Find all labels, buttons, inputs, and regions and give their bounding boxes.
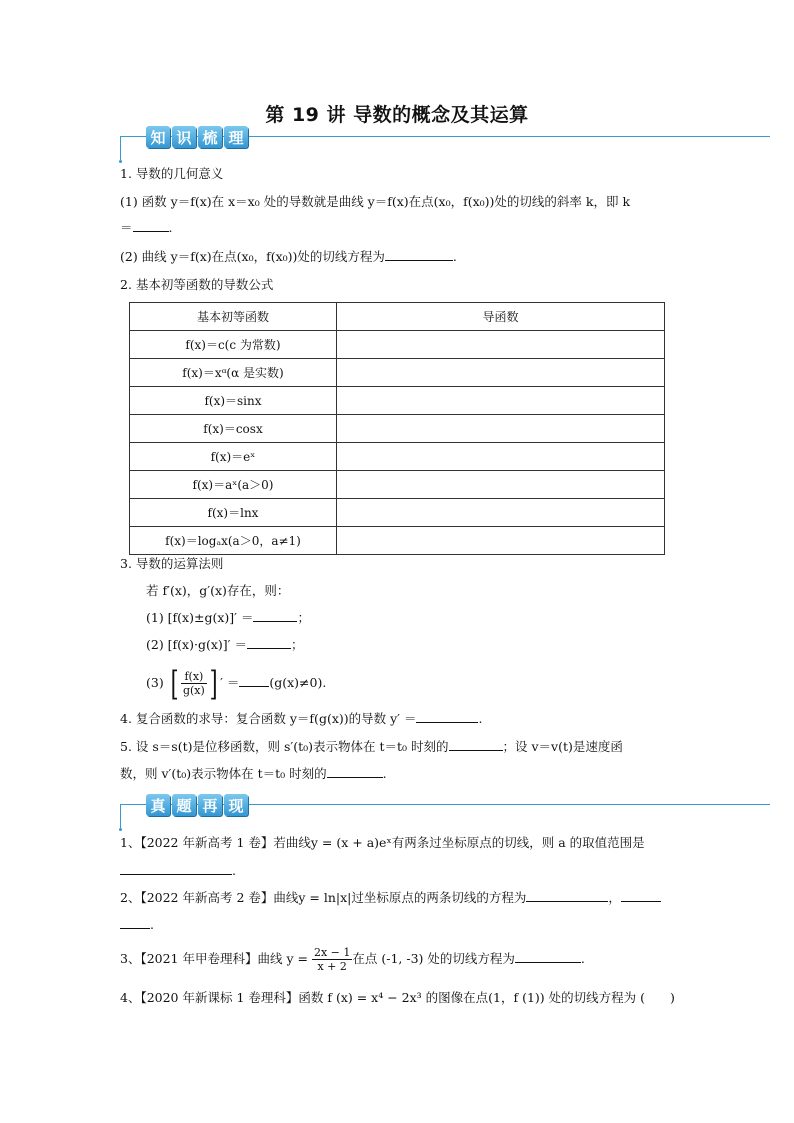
item-4-end: . [478, 711, 483, 726]
rule-3-end: (g(x)≠0). [269, 675, 327, 690]
table-cell-derivative[interactable] [337, 499, 665, 527]
answer-blank[interactable] [515, 950, 581, 963]
answer-blank[interactable] [120, 916, 150, 929]
table-cell-function: f(x)＝cosx [130, 415, 337, 443]
table-cell-derivative[interactable] [337, 415, 665, 443]
table-cell-derivative[interactable] [337, 443, 665, 471]
table-cell-function: f(x)＝xᵅ(α 是实数) [130, 359, 337, 387]
rule-2-end: ； [290, 637, 304, 652]
item-5b [120, 765, 387, 783]
section-banner-exam [146, 794, 248, 816]
table-cell-function: f(x)＝lnx [130, 499, 337, 527]
table-cell-function: f(x)＝logₐx(a＞0，a≠1) [130, 527, 337, 555]
heading-operation-rules: 3. 导数的运算法则 [120, 556, 224, 571]
item-5a-mid: ；设 v＝v(t)是速度函 [502, 739, 623, 754]
item-5a [120, 738, 623, 756]
section-divider-dot [119, 160, 122, 163]
table-row [130, 527, 665, 555]
banner-char: 现 [224, 794, 248, 816]
question-2-blank-line [120, 916, 154, 934]
table-cell-derivative[interactable] [337, 331, 665, 359]
banner-char: 知 [146, 126, 170, 148]
para-1a: (1) 函数 y＝f(x)在 x＝x₀ 处的导数就是曲线 y＝f(x)在点(x₀，f(x₀))处的切线的斜率 k，即 k [120, 194, 631, 209]
table-header-row [130, 303, 665, 331]
banner-char: 真 [146, 794, 170, 816]
rule-3-mid: ′ ＝ [220, 675, 240, 690]
para-1b [120, 219, 173, 237]
rule-2-label: (2) [f(x)·g(x)]′ ＝ [146, 637, 247, 652]
fraction [312, 946, 352, 973]
question-3-pre: 3、【2021 年甲卷理科】曲线 y = [120, 951, 312, 966]
question-3 [120, 944, 585, 974]
banner-char: 梳 [198, 126, 222, 148]
table-cell-function: f(x)＝c(c 为常数) [130, 331, 337, 359]
item-4 [120, 710, 482, 728]
table-row [130, 415, 665, 443]
item-5b-label: 数，则 v′(t₀)表示物体在 t＝t₀ 时刻的 [120, 766, 327, 781]
para-2-label: (2) 曲线 y＝f(x)在点(x₀，f(x₀))处的切线方程为 [120, 249, 385, 264]
table-row [130, 331, 665, 359]
para-1b-end: . [168, 220, 173, 235]
question-1: 1、【2022 年新高考 1 卷】若曲线y = (x + a)eˣ有两条过坐标原点的切线，则 a 的取值范围是 [120, 835, 645, 850]
answer-blank[interactable] [449, 738, 503, 751]
banner-char: 题 [172, 794, 196, 816]
section-divider-vertical [120, 804, 121, 828]
question-3-end: . [580, 951, 585, 966]
question-2-label: 2、【2022 年新高考 2 卷】曲线y = ln|x|过坐标原点的两条切线的方程为 [120, 890, 527, 905]
answer-blank[interactable] [621, 889, 661, 902]
rule-2 [146, 636, 303, 654]
answer-blank[interactable] [327, 765, 383, 778]
right-bracket: ] [209, 663, 218, 704]
fraction [181, 670, 207, 697]
numerator: f(x) [181, 670, 207, 684]
table-cell-function: f(x)＝aˣ(a＞0) [130, 471, 337, 499]
answer-blank[interactable] [247, 636, 291, 649]
banner-char: 理 [224, 126, 248, 148]
table-row [130, 359, 665, 387]
section-divider-vertical [120, 136, 121, 160]
section-banner-knowledge [146, 126, 248, 148]
table-cell-function: f(x)＝sinx [130, 387, 337, 415]
rule-1-label: (1) [f(x)±g(x)]′ ＝ [146, 610, 254, 625]
table-cell-derivative[interactable] [337, 387, 665, 415]
rule-intro: 若 f′(x)，g′(x)存在，则： [146, 583, 290, 598]
table-cell-function: f(x)＝eˣ [130, 443, 337, 471]
denominator: x + 2 [317, 960, 347, 973]
table-row [130, 387, 665, 415]
rule-3-label: (3) [146, 675, 164, 690]
page-title: 第 19 讲 导数的概念及其运算 [265, 104, 529, 126]
table-row [130, 443, 665, 471]
table-cell-derivative[interactable] [337, 471, 665, 499]
heading-geometric-meaning: 1. 导数的几何意义 [120, 166, 224, 181]
item-4-label: 4. 复合函数的求导：复合函数 y＝f(g(x))的导数 y′ ＝ [120, 711, 417, 726]
banner-char: 识 [172, 126, 196, 148]
table-row [130, 499, 665, 527]
answer-blank[interactable] [385, 248, 453, 261]
para-1b-label: ＝ [120, 220, 133, 235]
rule-3 [146, 664, 326, 702]
question-2-end: . [150, 917, 154, 932]
answer-blank[interactable] [239, 674, 269, 687]
para-2-end: . [452, 249, 457, 264]
denominator: g(x) [182, 684, 205, 697]
question-2 [120, 889, 661, 907]
para-2 [120, 248, 457, 266]
answer-blank[interactable] [416, 710, 478, 723]
answer-blank[interactable] [133, 219, 169, 232]
table-row [130, 471, 665, 499]
item-5b-end: . [382, 766, 387, 781]
question-4: 4、【2020 年新课标 1 卷理科】函数 f (x) = x⁴ − 2x³ 的图像在点(1，f (1)) 处的切线方程为 ( ) [120, 990, 675, 1005]
derivative-table [129, 302, 665, 555]
question-1-end: . [232, 863, 236, 878]
answer-blank[interactable] [120, 862, 232, 875]
answer-blank[interactable] [526, 889, 608, 902]
question-1-blank-line [120, 862, 236, 880]
rule-1-end: ； [297, 610, 310, 625]
banner-char: 再 [198, 794, 222, 816]
section-divider-dot [119, 828, 122, 831]
question-2-mid: ， [608, 890, 621, 905]
table-cell-derivative[interactable] [337, 527, 665, 555]
table-header: 导函数 [337, 303, 665, 331]
left-bracket: [ [170, 663, 179, 704]
question-3-post: 在点 (-1, -3) 处的切线方程为 [352, 951, 515, 966]
item-5a-label: 5. 设 s＝s(t)是位移函数，则 s′(t₀)表示物体在 t＝t₀ 时刻的 [120, 739, 449, 754]
answer-blank[interactable] [253, 609, 297, 622]
heading-derivative-formulas: 2. 基本初等函数的导数公式 [120, 277, 274, 292]
table-header: 基本初等函数 [130, 303, 337, 331]
rule-1 [146, 609, 310, 627]
numerator: 2x − 1 [313, 946, 351, 959]
table-cell-derivative[interactable] [337, 359, 665, 387]
